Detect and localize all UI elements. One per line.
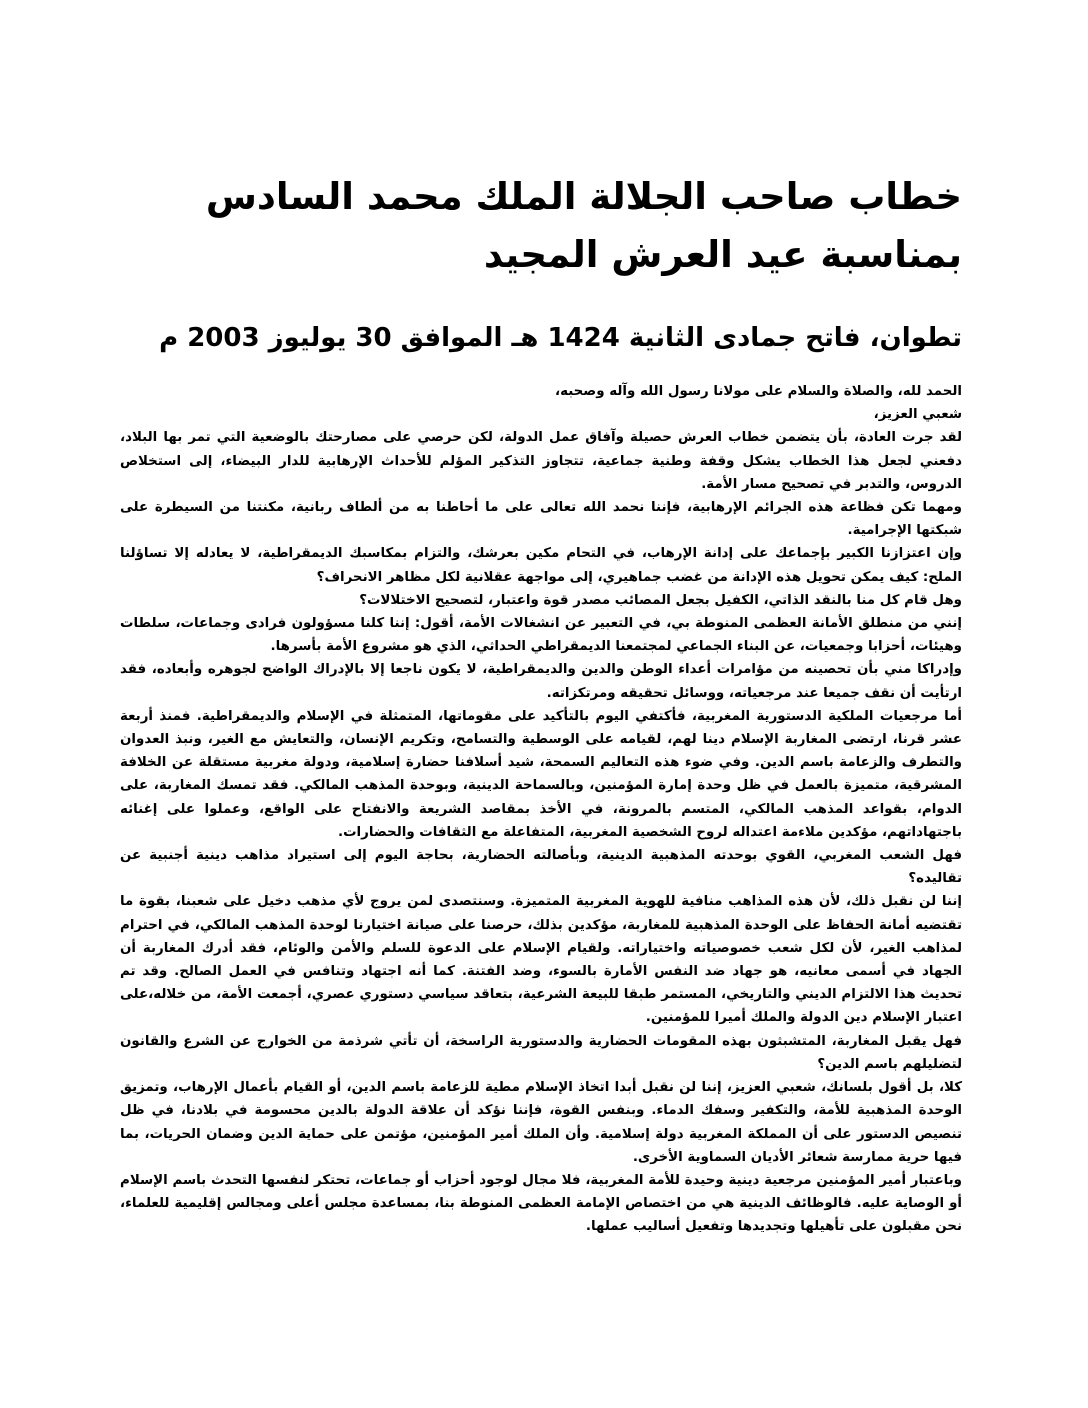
paragraph: وإدراكا مني بأن تحصينه من مؤامرات أعداء الوطن والدين والديمقراطية، لا يكون ناجعا إلا بالإدراك الواضح لجوهره وأبعاده، فقد ارتأيت أن نقف جميعا عند مرجعياته، ووسائل تحقيقه ومرتكزاته. [120,662,962,701]
document-date-subtitle: تطوان، فاتح جمادى الثانية 1424 هـ الموافق 30 يوليوز 2003 م [159,323,962,353]
paragraph: وباعتبار أمير المؤمنين مرجعية دينية وحيدة للأمة المغربية، فلا مجال لوجود أحزاب أو جماعات، تحتكر لنفسها التحدث باسم الإسلام أو الوصاية عليه. فالوظائف الدينية هي من اختصاص الإمامة العظمى المنوطة بنا، بمساعدة مجلس أعلى ومجالس إقليمية للعلماء، نحن مقبلون على تأهيلها وتجديدها وتفعيل أساليب عملها. [120,1172,962,1235]
paragraph: إننا لن نقبل ذلك، لأن هذه المذاهب منافية للهوية المغربية المتميزة. وسنتصدى لمن يروج لأي مذهب دخيل على شعبنا، بقوة ما تقتضيه أمانة الحفاظ على الوحدة المذهبية للمغاربة، مؤكدين بذلك، حرصنا على صيانة اختيارنا لوحدة المذهب المالكي، في احترام لمذاهب الغير، لأن لكل شعب خصوصياته واختياراته. ولقيام الإسلام على الدعوة للسلم والأمن والوئام، فقد أدرك المغاربة أن الجهاد في أسمى معانيه، هو جهاد ضد النفس الأمارة بالسوء، وضد الفتنة. كما أنه اجتهاد وتنافس في العمل الصالح. وقد تم تحديث هذا الالتزام الديني والتاريخي، المستمر طبقا للبيعة الشرعية، بتعاقد سياسي دستوري عصري، أجمعت الأمة، من خلاله،على اعتبار الإسلام دين الدولة والملك أميرا للمؤمنين. [120,894,962,1026]
paragraph-opening-praise: الحمد لله، والصلاة والسلام على مولانا رسول الله وآله وصحبه، [554,384,962,399]
paragraph-salutation: شعبي العزيز، [873,407,962,423]
paragraph: أما مرجعيات الملكية الدستورية المغربية، فأكتفي اليوم بالتأكيد على مقوماتها، المتمثلة في الإسلام والديمقراطية. فمنذ أربعة عشر قرنا، ارتضى المغاربة الإسلام دينا لهم، لقيامه على الوسطية والتسامح، وتكريم الإنسان، والتعايش مع الغير، ونبذ العدوان والتطرف والزعامة باسم الدين. وفي ضوء هذه التعاليم السمحة، شيد أسلافنا حضارة إسلامية، ودولة مغربية مستقلة عن الخلافة المشرقية، متميزة بالعمل في ظل وحدة إمارة المؤمنين، وبالسماحة الدينية، وبوحدة المذهب المالكي. فقد تمسك المغاربة، على الدوام، بقواعد المذهب المالكي، المتسم بالمرونة، في الأخذ بمقاصد الشريعة والانفتاح على الواقع، وعملوا على إغنائه باجتهاداتهم، مؤكدين ملاءمة اعتداله لروح الشخصية المغربية، المتفاعلة مع الثقافات والحضارات. [120,708,962,840]
document-title: خطاب صاحب الجلالة الملك محمد السادس بمناسبة عيد العرش المجيد [205,175,962,276]
paragraph: وهل قام كل منا بالنقد الذاتي، الكفيل بجعل المصائب مصدر قوة واعتبار، لتصحيح الاختلالات؟ [359,592,962,608]
speech-body [120,380,962,1239]
paragraph: إنني من منطلق الأمانة العظمى المنوطة بي، في التعبير عن انشغالات الأمة، أقول: إننا كلنا مسؤولون فرادى وجماعات، سلطات وهيئات، أحزابا وجمعيات، عن البناء الجماعي لمجتمعنا الديمقراطي الحداثي، الذي هو مشروع الأمة بأسرها. [120,616,962,655]
paragraph: كلا، بل أقول بلسانك، شعبي العزيز، إننا لن نقبل أبدا اتخاذ الإسلام مطية للزعامة باسم الدين، أو القيام بأعمال الإرهاب، وتمزيق الوحدة المذهبية للأمة، والتكفير وسفك الدماء. وبنفس القوة، فإننا نؤكد أن علاقة الدولة بالدين محسومة في بلادنا، في ظل تنصيص الدستور على أن المملكة المغربية دولة إسلامية. وأن الملك أمير المؤمنين، مؤتمن على حماية الدين وضمان الحريات، بما فيها حرية ممارسة شعائر الأديان السماوية الأخرى. [120,1080,962,1165]
paragraph: وإن اعتزازنا الكبير بإجماعك على إدانة الإرهاب، في التحام مكين بعرشك، والتزام بمكاسبك الديمقراطية، لا يعادله إلا تساؤلنا الملح: كيف يمكن تحويل هذه الإدانة من غضب جماهيري، إلى مواجهة عقلانية لكل مظاهر الانحراف؟ [120,546,962,585]
paragraph: فهل يقبل المغاربة، المتشبثون بهذه المقومات الحضارية والدستورية الراسخة، أن تأتي شرذمة من الخوارج عن الشرع والقانون لتضليلهم باسم الدين؟ [120,1033,962,1072]
paragraph: لقد جرت العادة، بأن يتضمن خطاب العرش حصيلة وآفاق عمل الدولة، لكن حرصي على مصارحتك بالوضعية التي تمر بها البلاد، دفعني لجعل هذا الخطاب يشكل وقفة وطنية جماعية، تتجاوز التذكير المؤلم للأحداث الإرهابية للدار البيضاء، إلى استخلاص الدروس، والتدبر في تصحيح مسار الأمة. [120,430,962,492]
paragraph: فهل الشعب المغربي، القوي بوحدته المذهبية الدينية، وبأصالته الحضارية، بحاجة اليوم إلى استيراد مذاهب دينية أجنبية عن تقاليده؟ [120,848,962,887]
document-page [120,168,962,1239]
paragraph: ومهما تكن فظاعة هذه الجرائم الإرهابية، فإننا نحمد الله تعالى على ما أحاطنا به من ألطاف ربانية، مكنتنا من السيطرة على شبكتها الإجرامية. [120,500,962,539]
